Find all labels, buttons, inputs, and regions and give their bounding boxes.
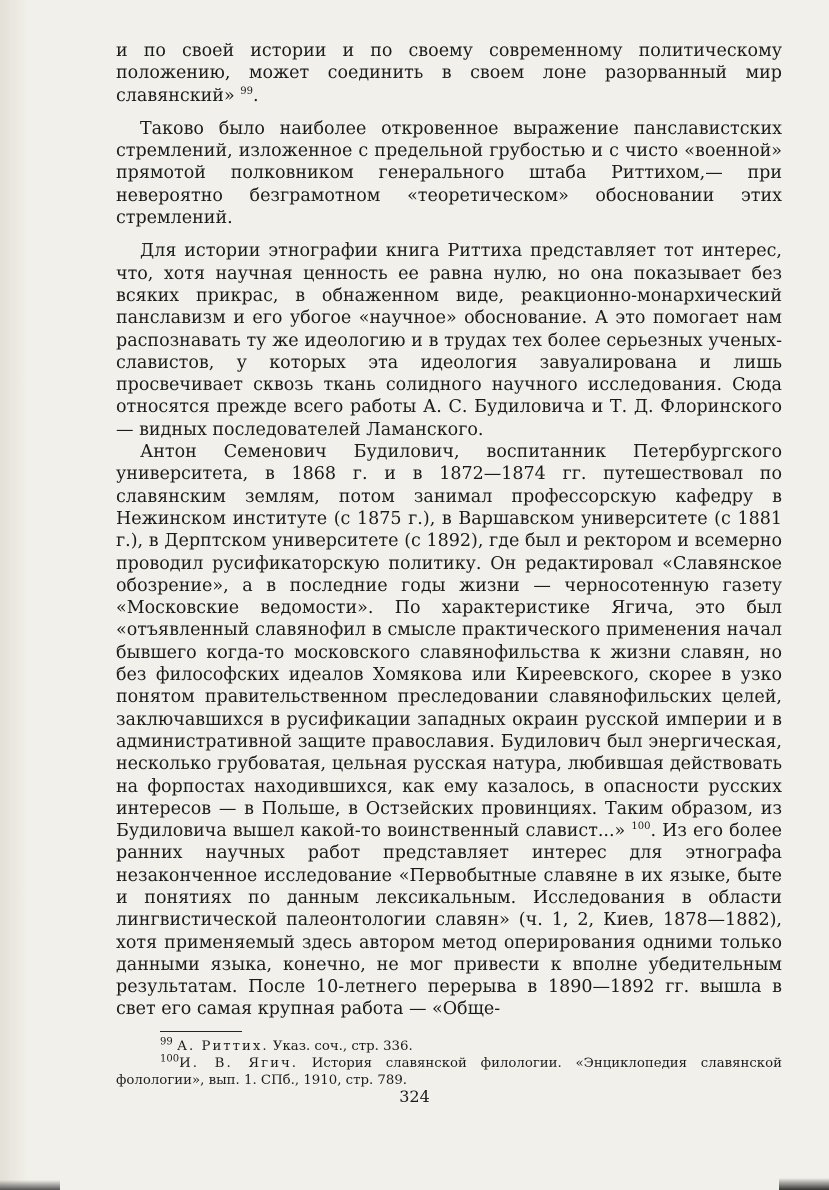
footnote-ref-99: 99: [240, 85, 253, 97]
scan-artifact-bottom-left: [0, 1180, 60, 1190]
footnotes: [116, 1038, 782, 1089]
footnote-text: Указ. соч., стр. 336.: [272, 1038, 413, 1054]
footnote-text: История славянской филологии. «Энциклопедия славянской фолологии», вып. 1. СПб., 1910, стр. 789.: [116, 1055, 782, 1088]
paragraph-4: [116, 441, 782, 1021]
paragraph-4-continuation: . Из его более ранних научных работ представляет интерес для этнографа незаконченное исследование «Первобытные славяне в их языке, быте и понятиях по данным лексикальным. Исследования в области лингвистической палеонтологии славян» (ч. 1, 2, Киев, 1878—1882), хотя применяемый здесь автором метод оперирования одними только данными языка, конечно, не мог привести к вполне убедительным результатам. После 10-летнего перерыва в 1890—1892 гг. вышла в свет его самая крупная работа — «Обще-: [116, 821, 782, 1020]
scan-artifact-bottom-right: [779, 1178, 829, 1190]
footnote-separator: [160, 1031, 242, 1032]
paragraph-1: и по своей истории и по своему современному политическому положению, может соединить в своем лоне разорванный мир славянский» $^{99}$.: [116, 41, 782, 106]
paragraph-3: Для истории этнографии книга Риттиха представляет тот интерес, что, хотя научная ценность ее равна нулю, но она показывает без всяких прикрас, в обнаженном виде, реакционно-монархический панславизм и его убогое «научное» обоснование. А это помогает нам распознавать ту же идеологию и в трудах тех более серьезных ученых-славистов, у которых эта идеология завуалирована и лишь просвечивает сквозь ткань солидного научного исследования. Сюда относятся прежде всего работы А. С. Будиловича и Т. Д. Флоринского — видных последователей Ламанского.: [116, 241, 782, 440]
scan-left-edge-shadow: [0, 0, 30, 1190]
footnote-author: А. Риттих.: [176, 1038, 269, 1054]
footnote-ref-100: 100: [631, 821, 651, 833]
footnote-number: 100: [160, 1053, 180, 1065]
page-body: [116, 40, 782, 1089]
paragraph-2: Таково было наиболее откровенное выражение панславистских стремлений, изложенное с предельной грубостью и с чисто «военной» прямотой полковником генерального штаба Риттихом,— при невероятно безграмотном «теоретическом» обосновании этих стремлений.: [116, 118, 782, 229]
footnote-100: [116, 1055, 782, 1089]
paragraph-4-text: Антон Семенович Будилович, воспитанник Петербургского университета, в 1868 г. и в 1872—1874 гг. путешествовал по славянским землям, потом занимал профессорскую кафедру в Нежинском институте (с 1875 г.), в Варшавском университете (с 1881 г.), в Дерптском университете (с 1892), где был и ректором и всемерно проводил русификаторскую политику. Он редактировал «Славянское обозрение», а в последние годы жизни — черносотенную газету «Московские ведомости». По характеристике Ягича, это был «отъявленный славянофил в смысле практического применения начал бывшего когда-то московского славянофильства к жизни славян, но без философских идеалов Хомякова или Киреевского, скорее в узко понятом правительственном преследовании славянофильских целей, заключавшихся в русификации западных окраин русской империи и в административной защите православия. Будилович был энергическая, несколько грубоватая, цельная русская натура, любившая действовать на форпостах находившихся, как ему казалось, в опасности русских интересов — в Польше, в Остзейских провинциях. Таким образом, из Будиловича вышел какой-то воинственный славист...»: [116, 442, 782, 842]
footnote-author: И. В. Ягич.: [179, 1055, 299, 1071]
footnote-99: [116, 1038, 782, 1055]
page-number: 324: [399, 1087, 430, 1106]
paragraph-1-text: и по своей истории и по своему современному политическому положению, может соединить в своем лоне разорванный мир славянский»: [116, 41, 782, 106]
footnote-number: 99: [160, 1036, 173, 1048]
